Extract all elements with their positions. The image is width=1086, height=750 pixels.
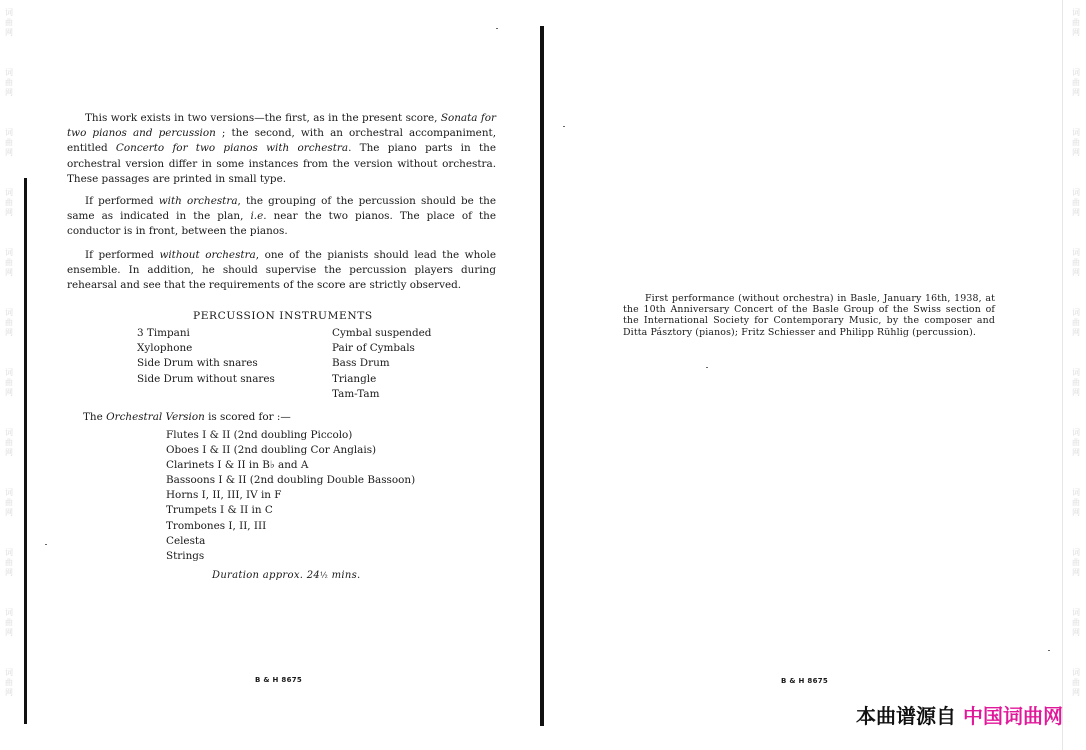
side-watermark-glyph: 网 [5,328,13,337]
side-watermark-glyph: 词 [1072,608,1080,617]
side-watermark-glyph: 曲 [5,318,13,327]
side-watermark-glyph: 曲 [5,498,13,507]
side-watermark-glyph: 曲 [1072,618,1080,627]
side-watermark-glyph: 曲 [5,258,13,267]
duration-fraction: ½ [320,571,329,580]
side-watermark-glyph: 词 [1072,68,1080,77]
side-watermark-glyph: 曲 [1072,498,1080,507]
side-watermark-glyph: 词 [1072,548,1080,557]
side-watermark-glyph: 网 [5,148,13,157]
duration-note [212,568,361,583]
side-watermark-glyph: 曲 [5,378,13,387]
orchestral-item: Strings [166,549,205,562]
side-watermark-glyph: 网 [5,208,13,217]
side-watermark-glyph: 曲 [5,558,13,567]
side-watermark-glyph: 曲 [5,618,13,627]
left-page-edge [24,178,27,724]
side-watermark-glyph: 网 [5,448,13,457]
side-watermark-glyph: 词 [5,248,13,257]
percussion-item: Tam-Tam [332,387,380,400]
text-run: . The piano parts in the orchestral version differ in some instances from the version without orchestra. These passages are printed in small type. [67,142,496,185]
side-watermark-glyph: 网 [5,628,13,637]
text-run: ; the second, with an orchestral accompaniment, entitled [67,127,496,155]
side-watermark-glyph-group [2,68,16,98]
italic-phrase: i.e. [250,210,267,223]
side-watermark-glyph: 曲 [1072,258,1080,267]
side-watermark-glyph: 网 [5,268,13,277]
scan-speck [496,28,498,29]
italic-phrase: with orchestra [158,195,238,207]
side-watermark-glyph: 网 [5,508,13,517]
watermark-source-label: 本曲谱源自 [856,704,956,728]
side-watermark-glyph: 曲 [1072,78,1080,87]
side-watermark-glyph-group [2,608,16,638]
side-watermark-glyph: 网 [5,388,13,397]
side-watermark-glyph-group [2,548,16,578]
percussion-item: 3 Timpani [137,327,190,339]
side-watermark-glyph: 词 [5,128,13,137]
side-watermark-glyph-group [1069,188,1083,218]
side-watermark-glyph-group [1069,668,1083,698]
scan-speck [563,126,565,127]
text-run: , one of the pianists should lead the whole ensemble. In addition, he should supervise the percussion players during rehearsal and see that the requirements of the score are strictly observed. [67,249,496,292]
text-run: If performed [85,249,160,261]
percussion-column-2 [332,326,431,402]
side-watermark-glyph-group [2,128,16,158]
orchestral-item: Oboes I & II (2nd doubling Cor Anglais) [166,444,377,457]
side-watermark-glyph-group [2,188,16,218]
orchestral-item: Horns I, II, III, IV in F [166,489,282,502]
percussion-item: Cymbal suspended [332,327,432,339]
side-watermark-glyph-group [1069,8,1083,38]
first-performance-note: First performance (without orchestra) in Basle, January 16th, 1938, at the 10th Anniversary Concert of the Basle Group of the Swiss section of the International Society for Contemporary Music, by the composer and Ditta Pásztory (pianos); Fritz Schiesser and Philipp Rühlig (percussion). [623,293,995,338]
side-watermark-glyph: 曲 [1072,138,1080,147]
side-watermark-glyph-group [2,668,16,698]
duration-unit: mins. [328,570,361,581]
side-watermark-glyph-group [2,248,16,278]
text-run: If performed [85,195,159,207]
side-watermark-glyph: 词 [1072,248,1080,257]
side-watermark-glyph: 词 [5,608,13,617]
percussion-item: Bass Drum [332,357,390,370]
side-watermark-glyph: 词 [5,668,13,677]
side-watermark-glyph: 网 [1072,208,1080,217]
side-watermark-glyph: 网 [1072,268,1080,277]
side-watermark-glyph: 词 [1072,368,1080,377]
side-watermark-glyph-group [1069,608,1083,638]
percussion-item: Xylophone [137,342,193,355]
orchestral-item: Trombones I, II, III [166,519,267,532]
side-watermark-glyph: 曲 [1072,318,1080,327]
side-watermark-glyph: 网 [1072,388,1080,397]
center-gutter [540,26,544,726]
percussion-column-1 [137,326,275,387]
italic-phrase: without orchestra [159,249,256,261]
percussion-item: Side Drum without snares [137,372,275,385]
intro-paragraph-2 [67,194,496,240]
scan-speck [706,367,708,368]
side-watermark-glyph: 词 [5,368,13,377]
side-watermark-glyph-group [1069,488,1083,518]
side-watermark-glyph-group [1069,308,1083,338]
side-watermark-glyph: 网 [5,88,13,97]
side-watermark-glyph: 词 [5,548,13,557]
percussion-item: Pair of Cymbals [332,342,415,355]
side-watermark-glyph: 词 [5,188,13,197]
side-watermark-glyph: 词 [1072,188,1080,197]
right-page-edge [1062,0,1063,750]
intro-paragraph-1 [67,111,496,187]
side-watermark-glyph-group [1069,548,1083,578]
side-watermark-glyph: 网 [1072,328,1080,337]
side-watermark-glyph: 曲 [5,138,13,147]
orchestral-item: Flutes I & II (2nd doubling Piccolo) [166,429,353,441]
text-run: , the grouping of the percussion should be the same as indicated in the plan, [67,195,496,223]
orchestral-item: Clarinets I & II in B♭ and A [166,459,309,472]
percussion-item: Triangle [332,372,377,385]
right-page-footer: B & H 8675 [781,677,829,685]
side-watermark-glyph: 网 [1072,148,1080,157]
side-watermark-glyph: 词 [1072,428,1080,437]
orchestral-item: Bassoons I & II (2nd doubling Double Bassoon) [166,474,416,487]
percussion-heading: PERCUSSION INSTRUMENTS [193,310,373,322]
orchestral-instrument-list [166,428,415,564]
orchestral-intro [83,410,291,425]
side-watermark-glyph: 网 [1072,628,1080,637]
side-watermark-glyph: 词 [1072,308,1080,317]
side-watermark-glyph: 曲 [1072,678,1080,687]
side-watermark-glyph: 曲 [1072,198,1080,207]
side-watermark-glyph: 网 [1072,688,1080,697]
side-watermark-glyph: 曲 [1072,378,1080,387]
side-watermark-glyph: 曲 [5,678,13,687]
intro-paragraph-3 [67,248,496,294]
side-watermark-glyph: 网 [1072,568,1080,577]
side-watermark-glyph: 网 [1072,448,1080,457]
orchestral-intro-italic: Orchestral Version [106,411,205,423]
side-watermark-glyph: 网 [5,688,13,697]
side-watermark-glyph: 曲 [1072,558,1080,567]
side-watermark-glyph-group [2,308,16,338]
side-watermark-glyph: 词 [5,68,13,77]
side-watermark-glyph: 网 [5,28,13,37]
orchestral-intro-post: is scored for :— [204,411,291,423]
side-watermark-glyph: 词 [5,488,13,497]
side-watermark-glyph: 曲 [5,198,13,207]
watermark-site-name: 中国词曲网 [963,704,1063,728]
side-watermark-glyph: 词 [1072,668,1080,677]
side-watermark-glyph: 网 [1072,508,1080,517]
side-watermark-glyph: 曲 [1072,438,1080,447]
side-watermark-glyph: 曲 [1072,18,1080,27]
duration-text: Duration approx. 24 [212,570,321,581]
side-watermark-glyph: 词 [5,428,13,437]
scan-speck [1048,650,1050,651]
side-watermark-glyph-group [1069,128,1083,158]
side-watermark-glyph-group [2,368,16,398]
side-watermark-glyph: 词 [5,8,13,17]
side-watermark-glyph-group [1069,368,1083,398]
scan-speck [45,544,47,545]
side-watermark-glyph-group [1069,428,1083,458]
side-watermark-glyph-group [1069,68,1083,98]
text-run: near the two pianos. The place of the conductor is in front, between the pianos. [67,210,496,238]
orchestral-item: Trumpets I & II in C [166,504,273,517]
text-run: This work exists in two versions—the first, as in the present score, [85,112,441,124]
side-watermark-glyph: 词 [1072,128,1080,137]
side-watermark-glyph-group [2,488,16,518]
side-watermark-glyph: 曲 [5,438,13,447]
side-watermark-glyph: 词 [1072,8,1080,17]
italic-phrase: Concerto for two pianos with orchestra [115,142,349,155]
side-watermark-glyph-group [2,8,16,38]
left-page-footer: B & H 8675 [255,676,303,684]
side-watermark-glyph: 曲 [5,18,13,27]
orchestral-intro-pre: The [83,411,107,423]
orchestral-item: Celesta [166,534,206,547]
side-watermark-glyph: 网 [1072,28,1080,37]
side-watermark-glyph: 词 [5,308,13,317]
side-watermark-glyph: 曲 [5,78,13,87]
side-watermark-glyph-group [1069,248,1083,278]
italic-phrase: Sonata for two pianos and percussion [67,112,496,140]
percussion-item: Side Drum with snares [137,357,258,370]
side-watermark-glyph: 网 [5,568,13,577]
side-watermark-glyph-group [2,428,16,458]
side-watermark-glyph: 词 [1072,488,1080,497]
side-watermark-glyph: 网 [1072,88,1080,97]
